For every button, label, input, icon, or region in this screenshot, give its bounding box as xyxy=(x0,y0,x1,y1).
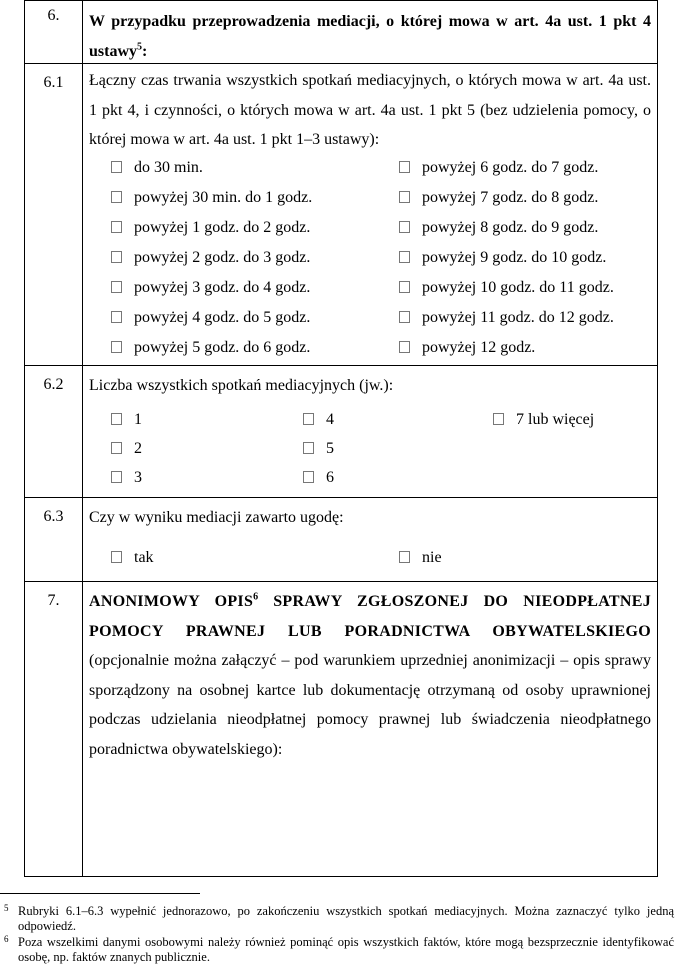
count-option[interactable]: 4 xyxy=(303,410,334,430)
checkbox-icon[interactable] xyxy=(111,442,122,454)
footnote-mark: 6 xyxy=(4,934,9,944)
duration-option[interactable]: powyżej 11 godz. do 12 godz. xyxy=(399,308,614,328)
checkbox-icon[interactable] xyxy=(111,281,122,293)
checkbox-icon[interactable] xyxy=(493,413,504,425)
footnote-text: Rubryki 6.1–6.3 wypełnić jednorazowo, po zakończeniu wszystkich spotkań mediacyjnych. Można zaznaczyć tylko jedną odpowiedź. xyxy=(18,904,674,933)
section-7-text xyxy=(83,582,657,764)
duration-option[interactable]: powyżej 1 godz. do 2 godz. xyxy=(111,218,310,238)
option-tak[interactable]: tak xyxy=(111,548,154,568)
row-number: 6.3 xyxy=(25,498,83,582)
checkbox-icon[interactable] xyxy=(399,311,410,323)
duration-option[interactable]: powyżej 6 godz. do 7 godz. xyxy=(399,158,598,178)
footnote-ref-5: 5 xyxy=(137,41,143,53)
checkbox-icon[interactable] xyxy=(111,413,122,425)
duration-option[interactable]: powyżej 5 godz. do 6 godz. xyxy=(111,338,310,358)
duration-option[interactable]: powyżej 7 godz. do 8 godz. xyxy=(399,188,598,208)
checkbox-icon[interactable] xyxy=(111,341,122,353)
duration-option[interactable]: powyżej 30 min. do 1 godz. xyxy=(111,188,312,208)
checkbox-icon[interactable] xyxy=(111,161,122,173)
count-option[interactable]: 1 xyxy=(111,410,142,430)
checkbox-icon[interactable] xyxy=(303,442,314,454)
row-6-2 xyxy=(25,365,657,498)
duration-option[interactable]: powyżej 12 godz. xyxy=(399,338,535,358)
footnote-ref-6: 6 xyxy=(253,591,259,603)
row-6-3 xyxy=(25,497,657,582)
section-6-title: W przypadku przeprowadzenia mediacji, o której mowa w art. 4a ust. 1 pkt 4 ustawy xyxy=(89,13,651,60)
section-7-description: (opcjonalnie można załączyć – pod warunkiem uprzedniej anonimizacji – opis sprawy sporządzony na osobnej kartce lub dokumentację otrzymaną od osoby uprawnionej podczas udzielania nieodpłatnej pomocy prawnej lub świadczenia nieodpłatnego poradnictwa obywatelskiego): xyxy=(89,652,651,758)
checkbox-icon[interactable] xyxy=(111,251,122,263)
checkbox-icon[interactable] xyxy=(303,471,314,483)
checkbox-icon[interactable] xyxy=(111,191,122,203)
mediation-form xyxy=(24,0,658,877)
checkbox-icon[interactable] xyxy=(399,161,410,173)
section-6-3-text: Czy w wyniku mediacji zawarto ugodę: xyxy=(89,509,344,526)
checkbox-icon[interactable] xyxy=(303,413,314,425)
option-nie[interactable]: nie xyxy=(399,548,442,568)
row-number: 6.1 xyxy=(25,64,83,366)
row-number: 7. xyxy=(25,582,83,877)
duration-option[interactable]: powyżej 10 godz. do 11 godz. xyxy=(399,278,614,298)
duration-option[interactable]: powyżej 3 godz. do 4 godz. xyxy=(111,278,310,298)
count-option[interactable]: 5 xyxy=(303,439,334,459)
footnote-6 xyxy=(4,935,674,965)
row-number: 6.2 xyxy=(25,366,83,498)
section-6-2-text: Liczba wszystkich spotkań mediacyjnych (jw.): xyxy=(89,377,394,394)
footnote-text: Poza wszelkimi danymi osobowymi należy również pominąć opis wszystkich faktów, które mogą bezsprzecznie identyfikować osobę, np. faktów znanych publicznie. xyxy=(18,935,674,964)
count-option[interactable]: 7 lub więcej xyxy=(493,410,594,430)
duration-option[interactable]: powyżej 8 godz. do 9 godz. xyxy=(399,218,598,238)
count-option[interactable]: 6 xyxy=(303,468,334,488)
row-7 xyxy=(25,581,657,877)
checkbox-icon[interactable] xyxy=(399,191,410,203)
duration-option[interactable]: powyżej 4 godz. do 5 godz. xyxy=(111,308,310,328)
footnote-mark: 5 xyxy=(4,903,9,913)
title-colon: : xyxy=(142,43,148,60)
checkbox-icon[interactable] xyxy=(399,281,410,293)
section-7-title-b: SPRAWY ZGŁOSZONEJ DO NIEODPŁATNEJ POMOCY PRAWNEJ LUB PORADNICTWA OBYWATELSKIEGO xyxy=(89,593,652,640)
section-title xyxy=(83,1,657,67)
footnote-5 xyxy=(4,904,674,934)
checkbox-icon[interactable] xyxy=(111,311,122,323)
duration-option[interactable]: powyżej 2 godz. do 3 godz. xyxy=(111,248,310,268)
checkbox-icon[interactable] xyxy=(399,551,410,563)
count-option[interactable]: 2 xyxy=(111,439,142,459)
duration-option[interactable]: do 30 min. xyxy=(111,158,203,178)
row-6 xyxy=(25,0,657,64)
checkbox-icon[interactable] xyxy=(399,251,410,263)
duration-option[interactable]: powyżej 9 godz. do 10 godz. xyxy=(399,248,606,268)
checkbox-icon[interactable] xyxy=(111,551,122,563)
count-option[interactable]: 3 xyxy=(111,468,142,488)
section-6-1-text: Łączny czas trwania wszystkich spotkań mediacyjnych, o których mowa w art. 4a ust. 1 pkt 4, i czynności, o których mowa w art. 4a ust. 1 pkt 5 (bez udzielenia pomocy, o której mowa w art. 4a ust. 1 pkt 1–3 ustawy): xyxy=(89,72,651,148)
checkbox-icon[interactable] xyxy=(111,471,122,483)
checkbox-icon[interactable] xyxy=(111,221,122,233)
row-number: 6. xyxy=(25,1,83,64)
footnote-separator xyxy=(0,893,200,894)
section-7-title-a: ANONIMOWY OPIS xyxy=(89,593,254,610)
row-6-1 xyxy=(25,63,657,366)
checkbox-icon[interactable] xyxy=(399,221,410,233)
checkbox-icon[interactable] xyxy=(399,341,410,353)
